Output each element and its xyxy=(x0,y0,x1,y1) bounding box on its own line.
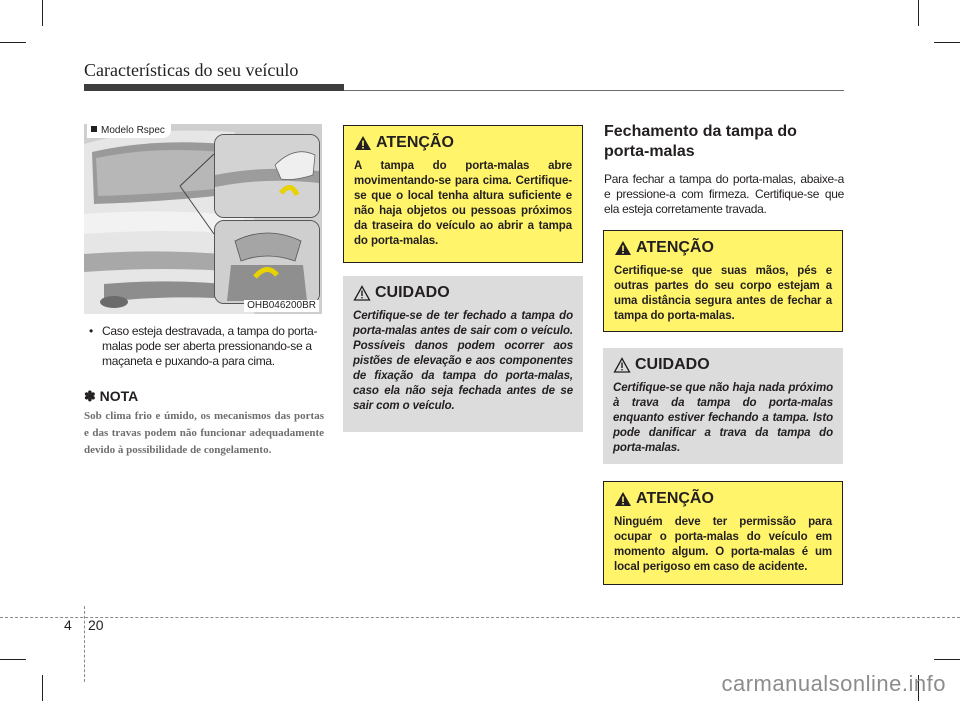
warning-box xyxy=(603,481,843,585)
page-section-number: 4 xyxy=(64,617,72,633)
warning-box xyxy=(343,125,583,263)
bullet-text: Caso esteja destravada, a tampa do porta-malas pode ser aberta pressionando-se a maçaneta e puxando-a para cima. xyxy=(102,324,318,368)
note-heading: ✽ NOTA xyxy=(84,388,139,404)
section-title: Fechamento da tampa do porta-malas xyxy=(604,123,797,160)
watermark: carmanualsonline.info xyxy=(721,671,946,696)
crop-mark xyxy=(918,0,919,26)
caution-text: Certifique-se que não haja nada próximo à trava da tampa do porta-malas enquanto estiver fechando a tampa. Isto pode danificar a trava da tampa do porta-malas. xyxy=(613,382,833,454)
square-bullet-icon xyxy=(91,126,97,132)
section-text: Para fechar a tampa do porta-malas, abaixe-a e pressione-a com firmeza. Certifique-se que ela esteja corretamente travada. xyxy=(604,172,844,216)
caution-heading: CUIDADO xyxy=(613,356,710,374)
warning-triangle-icon xyxy=(614,491,632,507)
footer-rule xyxy=(0,617,960,618)
caution-triangle-icon xyxy=(613,357,631,373)
crop-mark xyxy=(0,659,26,660)
caution-heading: CUIDADO xyxy=(353,284,450,302)
warning-text: A tampa do porta-malas abre movimentando-se para cima. Certifique-se que o local tenha altura suficiente e não haja objetos ou pessoas próximos da traseira do veículo ao abrir a tampa do porta-malas. xyxy=(354,160,572,247)
figure-code: OHB046200BR xyxy=(244,300,319,312)
note-text: Sob clima frio e úmido, os mecanismos das portas e das travas podem não funcionar adequadamente devido à possibilidade de congelamento. xyxy=(84,410,324,456)
warning-triangle-icon xyxy=(614,240,632,256)
warning-text: Certifique-se que suas mãos, pés e outras partes do seu corpo estejam a uma distância segura antes de fechar a tampa do porta-malas. xyxy=(614,265,832,322)
warning-heading: ATENÇÃO xyxy=(614,239,714,257)
crop-mark xyxy=(0,42,26,43)
hand-on-handle-drawing xyxy=(215,135,319,217)
handle-detail-inset xyxy=(214,134,320,218)
open-trunk-inset xyxy=(214,220,320,304)
warning-box xyxy=(603,230,843,332)
figure-model-label: Modelo Rspec xyxy=(87,124,171,138)
crop-mark xyxy=(42,675,43,701)
warning-triangle-icon xyxy=(354,135,372,151)
caution-text: Certifique-se de ter fechado a tampa do porta-malas antes de sair com o veículo. Possíveis danos podem ocorrer aos pistões de elevação e aos componentes de fixação da tampa do porta-malas, caso ela não seja fechada antes de se sair com o veículo. xyxy=(353,310,573,412)
caution-box xyxy=(603,348,843,464)
crop-mark xyxy=(934,42,960,43)
caution-box xyxy=(343,276,583,432)
page-number: 20 xyxy=(88,617,104,633)
page-header-title: Características do seu veículo xyxy=(84,60,299,80)
bullet-item xyxy=(84,324,324,369)
footer-vertical-rule xyxy=(84,606,85,682)
trunk-illustration xyxy=(84,124,322,314)
header-bar xyxy=(84,84,344,91)
crop-mark xyxy=(42,0,43,26)
crop-mark xyxy=(934,659,960,660)
warning-text: Ninguém deve ter permissão para ocupar o porta-malas do veículo em momento algum. O porta-malas é um local perigoso em caso de acidente. xyxy=(614,516,832,573)
caution-triangle-icon xyxy=(353,285,371,301)
warning-heading: ATENÇÃO xyxy=(614,490,714,508)
warning-heading: ATENÇÃO xyxy=(354,134,454,152)
open-trunk-drawing xyxy=(215,221,319,303)
bullet-dot-icon: • xyxy=(89,324,94,338)
header-rule xyxy=(344,90,844,91)
